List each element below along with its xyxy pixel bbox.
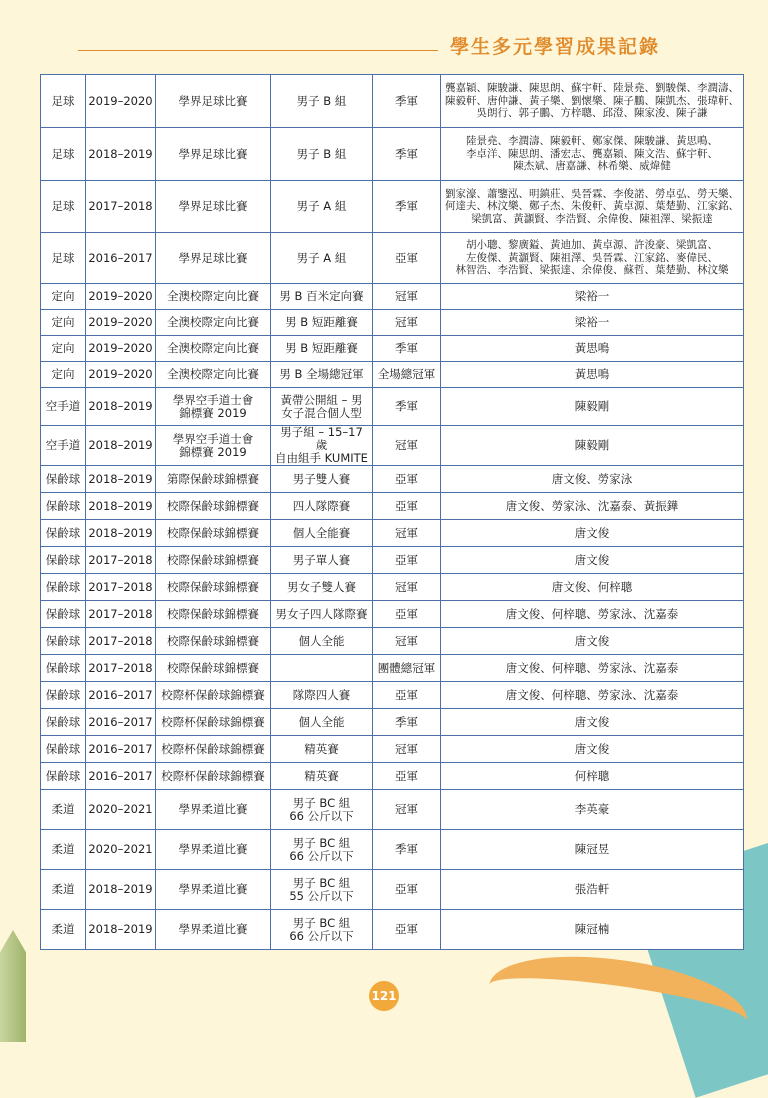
category-cell: 男子 BC 組 55 公斤以下 — [271, 870, 373, 910]
winners-cell: 唐文俊、何梓聰、勞家泳、沈嘉泰 — [441, 655, 744, 682]
year-cell: 2018–2019 — [86, 466, 156, 493]
award-cell: 季軍 — [373, 709, 441, 736]
table-row — [41, 284, 744, 310]
sport-cell: 保齡球 — [41, 628, 86, 655]
competition-cell: 學界足球比賽 — [156, 181, 271, 233]
year-cell: 2016–2017 — [86, 709, 156, 736]
category-cell: 個人全能賽 — [271, 520, 373, 547]
competition-cell: 學界柔道比賽 — [156, 910, 271, 950]
table-row — [41, 181, 744, 233]
category-cell: 男 B 百米定向賽 — [271, 284, 373, 310]
sport-cell: 保齡球 — [41, 763, 86, 790]
pencil-illustration — [0, 930, 26, 1042]
award-cell: 冠軍 — [373, 426, 441, 466]
category-cell — [271, 655, 373, 682]
category-cell: 四人隊際賽 — [271, 493, 373, 520]
category-cell: 個人全能 — [271, 709, 373, 736]
competition-cell: 學界足球比賽 — [156, 128, 271, 181]
award-cell: 亞軍 — [373, 493, 441, 520]
winners-cell: 陳冠昱 — [441, 830, 744, 870]
year-cell: 2016–2017 — [86, 763, 156, 790]
table-row — [41, 910, 744, 950]
award-cell: 冠軍 — [373, 284, 441, 310]
competition-cell: 全澳校際定向比賽 — [156, 310, 271, 336]
sport-cell: 柔道 — [41, 830, 86, 870]
competition-cell: 校際杯保齡球錦標賽 — [156, 736, 271, 763]
category-cell: 男子單人賽 — [271, 547, 373, 574]
table-row — [41, 628, 744, 655]
year-cell: 2019–2020 — [86, 310, 156, 336]
year-cell: 2018–2019 — [86, 520, 156, 547]
table-row — [41, 790, 744, 830]
category-cell: 精英賽 — [271, 763, 373, 790]
table-row — [41, 574, 744, 601]
competition-cell: 第際保齡球錦標賽 — [156, 466, 271, 493]
year-cell: 2017–2018 — [86, 601, 156, 628]
award-cell: 冠軍 — [373, 574, 441, 601]
winners-cell: 唐文俊 — [441, 520, 744, 547]
category-cell: 隊際四人賽 — [271, 682, 373, 709]
sport-cell: 定向 — [41, 336, 86, 362]
winners-cell: 唐文俊 — [441, 628, 744, 655]
winners-cell: 唐文俊 — [441, 709, 744, 736]
award-cell: 亞軍 — [373, 466, 441, 493]
table-row — [41, 466, 744, 493]
competition-cell: 全澳校際定向比賽 — [156, 284, 271, 310]
category-cell: 男女子四人隊際賽 — [271, 601, 373, 628]
year-cell: 2019–2020 — [86, 284, 156, 310]
sport-cell: 柔道 — [41, 910, 86, 950]
competition-cell: 全澳校際定向比賽 — [156, 362, 271, 388]
competition-cell: 校際保齡球錦標賽 — [156, 655, 271, 682]
year-cell: 2017–2018 — [86, 628, 156, 655]
achievement-records-table — [40, 74, 744, 950]
winners-cell: 唐文俊 — [441, 736, 744, 763]
award-cell: 亞軍 — [373, 233, 441, 284]
table-row — [41, 870, 744, 910]
sport-cell: 保齡球 — [41, 547, 86, 574]
award-cell: 季軍 — [373, 388, 441, 426]
year-cell: 2017–2018 — [86, 547, 156, 574]
year-cell: 2017–2018 — [86, 655, 156, 682]
award-cell: 季軍 — [373, 128, 441, 181]
winners-cell: 唐文俊 — [441, 547, 744, 574]
year-cell: 2018–2019 — [86, 128, 156, 181]
sport-cell: 保齡球 — [41, 655, 86, 682]
winners-cell: 梁裕一 — [441, 310, 744, 336]
table-row — [41, 75, 744, 128]
table-row — [41, 763, 744, 790]
competition-cell: 校際保齡球錦標賽 — [156, 574, 271, 601]
competition-cell: 學界空手道士會 錦標賽 2019 — [156, 426, 271, 466]
sport-cell: 保齡球 — [41, 601, 86, 628]
sport-cell: 保齡球 — [41, 466, 86, 493]
category-cell: 男子組 – 15–17 歲 自由組手 KUMITE — [271, 426, 373, 466]
year-cell: 2018–2019 — [86, 388, 156, 426]
award-cell: 亞軍 — [373, 682, 441, 709]
page-title: 學生多元學習成果記錄 — [450, 36, 661, 58]
page-number-badge: 121 — [369, 981, 399, 1011]
competition-cell: 校際杯保齡球錦標賽 — [156, 709, 271, 736]
award-cell: 季軍 — [373, 336, 441, 362]
sport-cell: 空手道 — [41, 426, 86, 466]
winners-cell: 梁裕一 — [441, 284, 744, 310]
winners-cell: 胡小聰、黎廣鎰、黃迪加、黃卓源、許浚豪、梁凱富、 左俊傑、黃灝賢、陳祖澤、吳晉霖、江家銘、麥偉民、 林智浩、李浩賢、梁振達、余偉俊、蘇哲、葉楚勤、林汶樂 — [441, 233, 744, 284]
category-cell: 男子 A 組 — [271, 181, 373, 233]
sport-cell: 足球 — [41, 128, 86, 181]
competition-cell: 學界柔道比賽 — [156, 870, 271, 910]
category-cell: 個人全能 — [271, 628, 373, 655]
winners-cell: 李英豪 — [441, 790, 744, 830]
sport-cell: 足球 — [41, 75, 86, 128]
winners-cell: 何梓聰 — [441, 763, 744, 790]
year-cell: 2020–2021 — [86, 830, 156, 870]
winners-cell: 黃思鳴 — [441, 336, 744, 362]
table-row — [41, 601, 744, 628]
year-cell: 2019–2020 — [86, 75, 156, 128]
category-cell: 男子 A 組 — [271, 233, 373, 284]
competition-cell: 校際保齡球錦標賽 — [156, 628, 271, 655]
award-cell: 冠軍 — [373, 628, 441, 655]
competition-cell: 校際保齡球錦標賽 — [156, 547, 271, 574]
winners-cell: 唐文俊、勞家泳、沈嘉泰、黃振鏵 — [441, 493, 744, 520]
table-row — [41, 709, 744, 736]
table-row — [41, 336, 744, 362]
header-rule — [78, 50, 438, 51]
winners-cell: 陳毅剛 — [441, 388, 744, 426]
year-cell: 2019–2020 — [86, 336, 156, 362]
year-cell: 2016–2017 — [86, 233, 156, 284]
table-row — [41, 426, 744, 466]
winners-cell: 唐文俊、何梓聰、勞家泳、沈嘉泰 — [441, 682, 744, 709]
competition-cell: 校際杯保齡球錦標賽 — [156, 682, 271, 709]
winners-cell: 黃思鳴 — [441, 362, 744, 388]
award-cell: 冠軍 — [373, 736, 441, 763]
table-row — [41, 388, 744, 426]
table-row — [41, 547, 744, 574]
table-row — [41, 520, 744, 547]
winners-cell: 唐文俊、何梓聰 — [441, 574, 744, 601]
year-cell: 2017–2018 — [86, 574, 156, 601]
competition-cell: 學界柔道比賽 — [156, 790, 271, 830]
winners-cell: 唐文俊、何梓聰、勞家泳、沈嘉泰 — [441, 601, 744, 628]
winners-cell: 唐文俊、勞家泳 — [441, 466, 744, 493]
competition-cell: 全澳校際定向比賽 — [156, 336, 271, 362]
year-cell: 2019–2020 — [86, 362, 156, 388]
award-cell: 亞軍 — [373, 601, 441, 628]
sport-cell: 足球 — [41, 181, 86, 233]
award-cell: 季軍 — [373, 181, 441, 233]
table-row — [41, 362, 744, 388]
competition-cell: 學界空手道士會 錦標賽 2019 — [156, 388, 271, 426]
table-row — [41, 128, 744, 181]
category-cell: 男 B 全場總冠軍 — [271, 362, 373, 388]
category-cell: 精英賽 — [271, 736, 373, 763]
competition-cell: 校際保齡球錦標賽 — [156, 601, 271, 628]
category-cell: 男女子雙人賽 — [271, 574, 373, 601]
table-row — [41, 493, 744, 520]
sport-cell: 保齡球 — [41, 574, 86, 601]
category-cell: 男 B 短距離賽 — [271, 336, 373, 362]
sport-cell: 保齡球 — [41, 709, 86, 736]
winners-cell: 劉家濠、蕭鑒泓、明鎮莊、吳晉霖、李俊諾、勞卓弘、勞天樂、 何達夫、林汶樂、鄭子杰、朱俊軒、黃卓源、葉楚勤、江家銘、 梁凱富、黃灝賢、李浩賢、余偉俊、陳祖澤、梁振達 — [441, 181, 744, 233]
year-cell: 2018–2019 — [86, 870, 156, 910]
sport-cell: 保齡球 — [41, 736, 86, 763]
sport-cell: 定向 — [41, 362, 86, 388]
table-row — [41, 830, 744, 870]
award-cell: 亞軍 — [373, 547, 441, 574]
sport-cell: 足球 — [41, 233, 86, 284]
records-table-body — [41, 75, 744, 950]
category-cell: 男子 B 組 — [271, 75, 373, 128]
category-cell: 男 B 短距離賽 — [271, 310, 373, 336]
year-cell: 2018–2019 — [86, 426, 156, 466]
sport-cell: 保齡球 — [41, 520, 86, 547]
award-cell: 全場總冠軍 — [373, 362, 441, 388]
sport-cell: 空手道 — [41, 388, 86, 426]
competition-cell: 學界足球比賽 — [156, 233, 271, 284]
sport-cell: 保齡球 — [41, 493, 86, 520]
award-cell: 亞軍 — [373, 870, 441, 910]
sport-cell: 定向 — [41, 310, 86, 336]
winners-cell: 張浩軒 — [441, 870, 744, 910]
table-row — [41, 233, 744, 284]
award-cell: 團體總冠軍 — [373, 655, 441, 682]
award-cell: 冠軍 — [373, 520, 441, 547]
year-cell: 2017–2018 — [86, 181, 156, 233]
sport-cell: 柔道 — [41, 790, 86, 830]
winners-cell: 陳毅剛 — [441, 426, 744, 466]
competition-cell: 學界柔道比賽 — [156, 830, 271, 870]
award-cell: 冠軍 — [373, 310, 441, 336]
competition-cell: 校際保齡球錦標賽 — [156, 493, 271, 520]
competition-cell: 學界足球比賽 — [156, 75, 271, 128]
winners-cell: 陸景堯、李潤濤、陳毅軒、鄭家傑、陳駿謙、黃思鳴、 李卓洋、陳思朗、潘宏志、龔嘉穎、陳文浩、蘇宇軒、 陳杰斌、唐嘉謙、林希樂、威煒健 — [441, 128, 744, 181]
year-cell: 2016–2017 — [86, 682, 156, 709]
award-cell: 季軍 — [373, 75, 441, 128]
table-row — [41, 682, 744, 709]
winners-cell: 龔嘉穎、陳駿謙、陳思朗、蘇宇軒、陸景堯、劉駿傑、李潤濤、 陳毅軒、唐仲謙、黃子樂、劉懷樂、陳子鵬、陳凱杰、張瑋軒、 吳朗行、郭子鵬、方梓聰、邱澄、陳家浚、陳子謙 — [441, 75, 744, 128]
sport-cell: 定向 — [41, 284, 86, 310]
sport-cell: 保齡球 — [41, 682, 86, 709]
year-cell: 2020–2021 — [86, 790, 156, 830]
category-cell: 男子 BC 組 66 公斤以下 — [271, 830, 373, 870]
award-cell: 冠軍 — [373, 790, 441, 830]
year-cell: 2018–2019 — [86, 910, 156, 950]
winners-cell: 陳冠楠 — [441, 910, 744, 950]
category-cell: 男子 BC 組 66 公斤以下 — [271, 910, 373, 950]
competition-cell: 校際杯保齡球錦標賽 — [156, 763, 271, 790]
award-cell: 季軍 — [373, 830, 441, 870]
table-row — [41, 736, 744, 763]
category-cell: 男子 BC 組 66 公斤以下 — [271, 790, 373, 830]
award-cell: 亞軍 — [373, 763, 441, 790]
category-cell: 黃帶公開組 – 男 女子混合個人型 — [271, 388, 373, 426]
sport-cell: 柔道 — [41, 870, 86, 910]
table-row — [41, 310, 744, 336]
category-cell: 男子雙人賽 — [271, 466, 373, 493]
year-cell: 2018–2019 — [86, 493, 156, 520]
competition-cell: 校際保齡球錦標賽 — [156, 520, 271, 547]
award-cell: 亞軍 — [373, 910, 441, 950]
category-cell: 男子 B 組 — [271, 128, 373, 181]
table-row — [41, 655, 744, 682]
year-cell: 2016–2017 — [86, 736, 156, 763]
